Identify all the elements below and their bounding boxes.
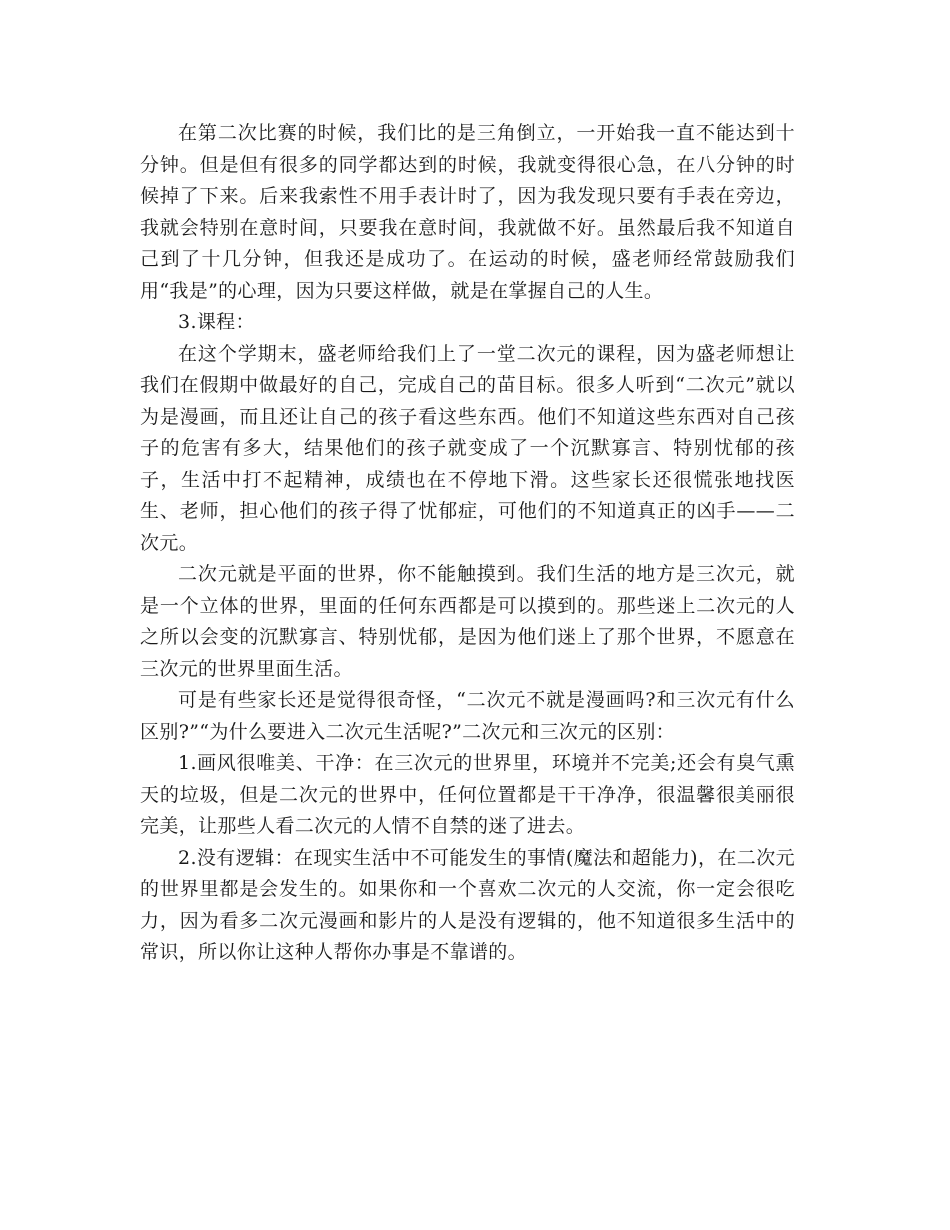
paragraph-parents-question: 可是有些家长还是觉得很奇怪，“二次元不就是漫画吗?和三次元有什么区别?”“为什么要进入二次元生活呢?”二次元和三次元的区别： — [140, 689, 795, 743]
paragraph-2d-definition: 二次元就是平面的世界，你不能触摸到。我们生活的地方是三次元，就是一个立体的世界，里面的任何东西都是可以摸到的。那些迷上二次元的人之所以会变的沉默寡言、特别忧郁，是因为他们迷上了那个世界，不愿意在三次元的世界里面生活。 — [140, 563, 795, 680]
paragraph-handstand-competition: 在第二次比赛的时候，我们比的是三角倒立，一开始我一直不能达到十分钟。但是但有很多的同学都达到的时候，我就变得很心急，在八分钟的时候掉了下来。后来我索性不用手表计时了，因为我发现只要有手表在旁边，我就会特别在意时间，只要我在意时间，我就做不好。虽然最后我不知道自己到了十几分钟，但我还是成功了。在运动的时候，盛老师经常鼓励我们用“我是”的心理，因为只要这样做，就是在掌握自己的人生。 — [140, 122, 795, 302]
list-item-no-logic: 2.没有逻辑：在现实生活中不可能发生的事情(魔法和超能力)，在二次元的世界里都是会发生的。如果你和一个喜欢二次元的人交流，你一定会很吃力，因为看多二次元漫画和影片的人是没有逻辑的，他不知道很多生活中的常识，所以你让这种人帮你办事是不靠谱的。 — [140, 846, 795, 963]
paragraph-course-intro: 在这个学期末，盛老师给我们上了一堂二次元的课程，因为盛老师想让我们在假期中做最好的自己，完成自己的苗目标。很多人听到“二次元”就以为是漫画，而且还让自己的孩子看这些东西。他们不知道这些东西对自己孩子的危害有多大，结果他们的孩子就变成了一个沉默寡言、特别忧郁的孩子，生活中打不起精神，成绩也在不停地下滑。这些家长还很慌张地找医生、老师，担心他们的孩子得了忧郁症，可他们的不知道真正的凶手——二次元。 — [140, 342, 795, 554]
list-item-art-style: 1.画风很唯美、干净：在三次元的世界里，环境并不完美;还会有臭气熏天的垃圾，但是二次元的世界中，任何位置都是干干净净，很温馨很美丽很完美，让那些人看二次元的人情不自禁的迷了进去。 — [140, 752, 795, 837]
section-heading-course: 3.课程： — [178, 311, 255, 333]
document-page — [140, 118, 795, 969]
